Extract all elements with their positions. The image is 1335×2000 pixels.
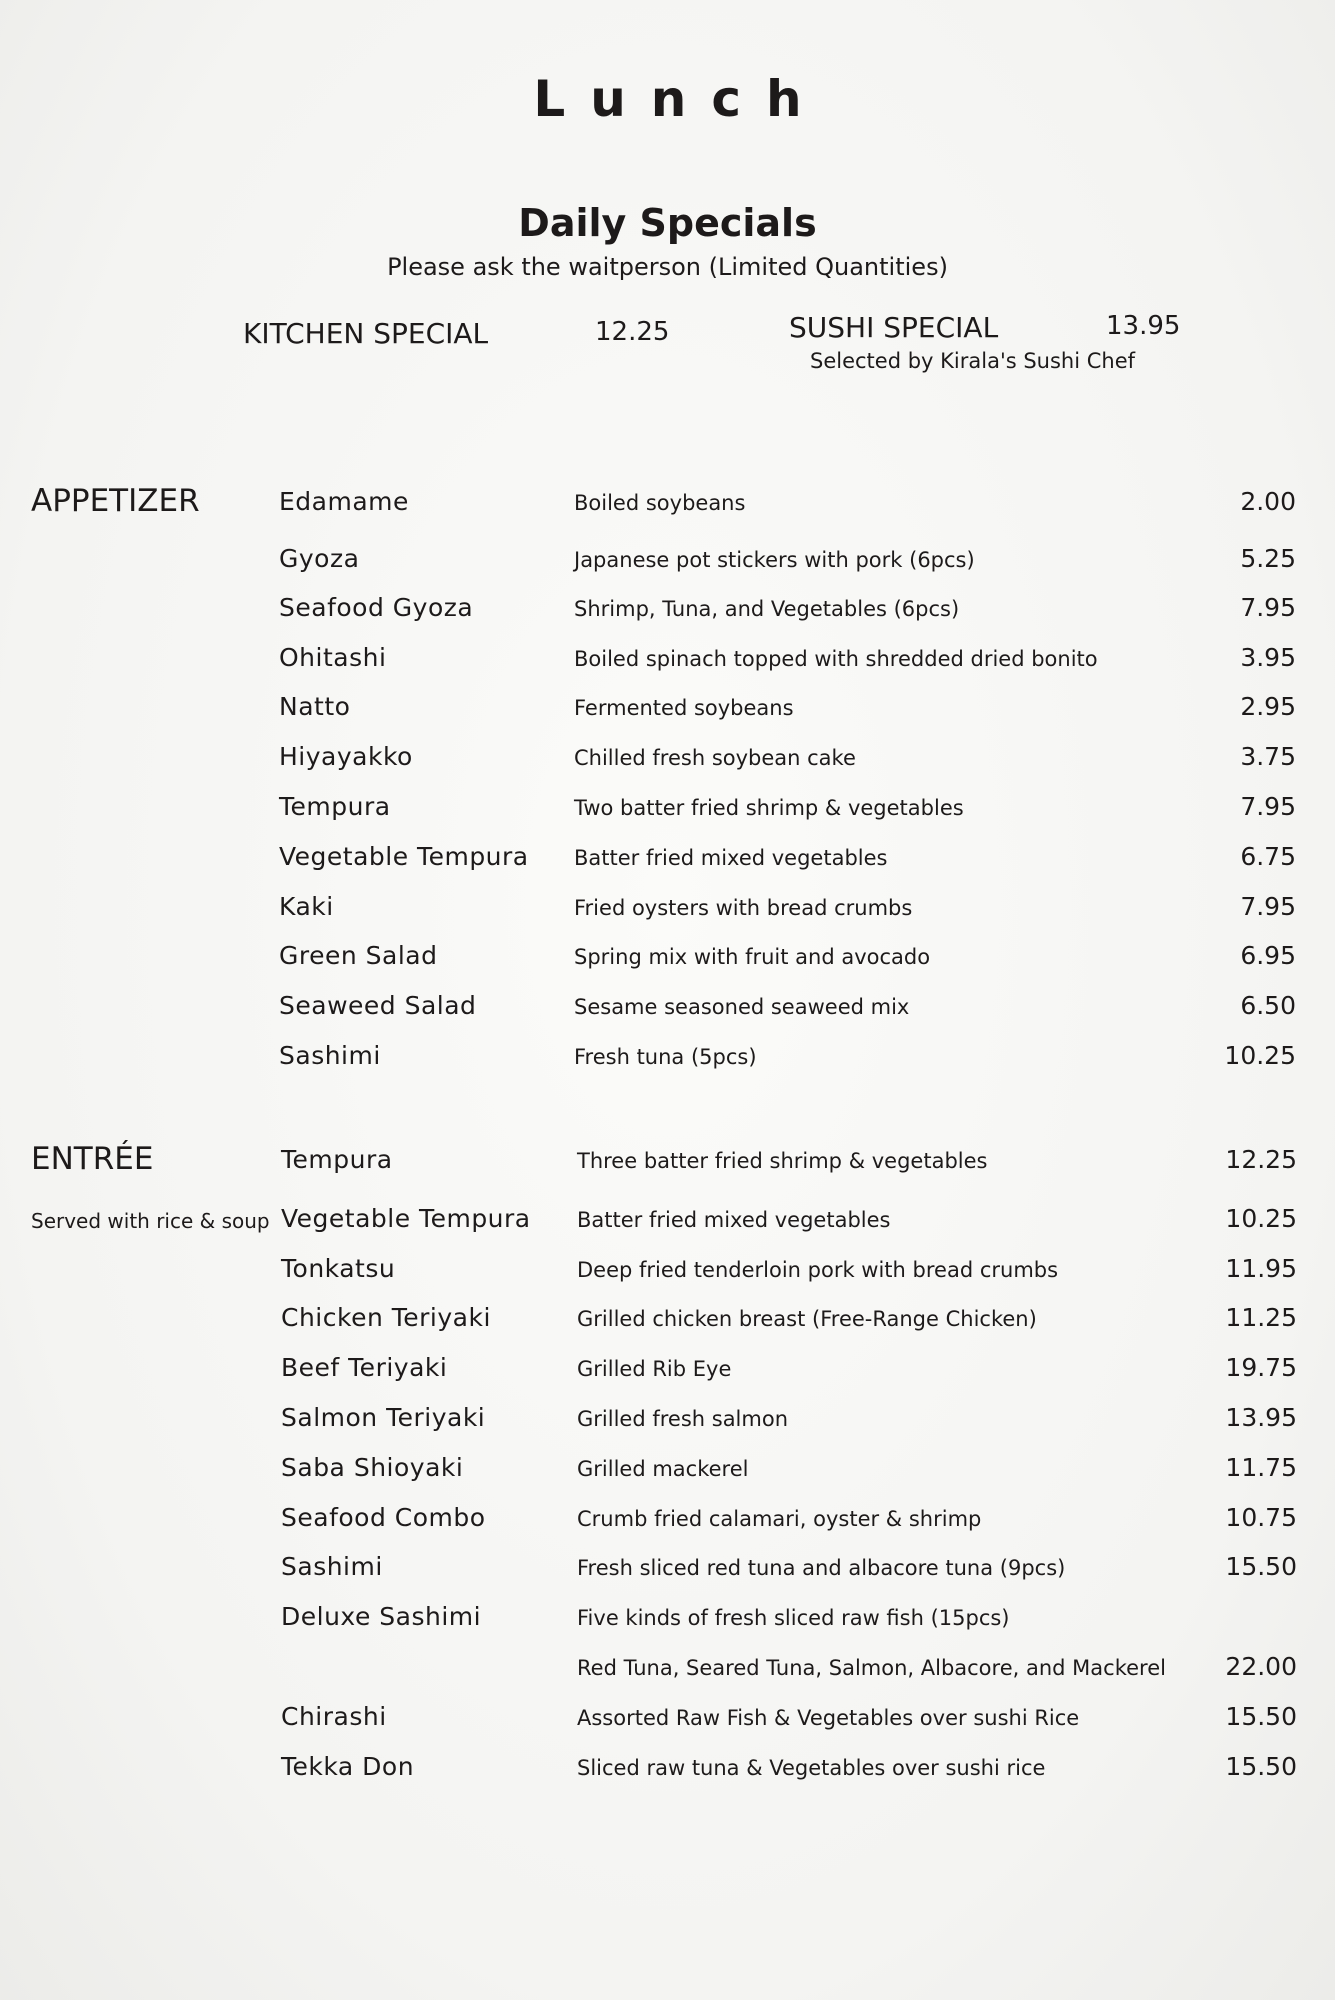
entree-item-name: Tekka Don xyxy=(281,1752,415,1781)
entree-item xyxy=(0,1254,1335,1298)
appetizer-item-description: Fried oysters with bread crumbs xyxy=(574,896,913,920)
entree-item xyxy=(0,1403,1335,1447)
appetizer-item-name: Sashimi xyxy=(279,1041,381,1070)
entree-note: Served with rice & soup xyxy=(31,1209,270,1233)
entree-item-name: Tonkatsu xyxy=(281,1254,396,1283)
appetizer-item-price: 10.25 xyxy=(1224,1041,1296,1070)
appetizer-item-description: Batter fried mixed vegetables xyxy=(574,846,888,870)
appetizer-item xyxy=(0,1041,1335,1085)
entree-item-price: 15.50 xyxy=(1225,1552,1297,1581)
appetizer-item xyxy=(0,544,1335,588)
appetizer-item xyxy=(0,941,1335,985)
appetizer-item-description: Boiled soybeans xyxy=(574,491,746,515)
appetizer-item xyxy=(0,692,1335,736)
entree-item-description: Batter fried mixed vegetables xyxy=(577,1208,891,1232)
entree-item-price: 19.75 xyxy=(1225,1353,1297,1382)
appetizer-item-price: 5.25 xyxy=(1240,544,1296,573)
entree-item-name: Tempura xyxy=(281,1145,393,1174)
appetizer-item-name: Edamame xyxy=(279,487,409,516)
entree-item-description: Grilled mackerel xyxy=(577,1457,749,1481)
entree-heading: ENTRÉE xyxy=(31,1141,154,1177)
entree-item-description: Grilled chicken breast (Free-Range Chicken) xyxy=(577,1307,1037,1331)
sushi-special-label: SUSHI SPECIAL xyxy=(789,311,999,344)
entree-item-price: 11.25 xyxy=(1225,1303,1297,1332)
appetizer-item-price: 7.95 xyxy=(1240,593,1296,622)
kitchen-special-price: 12.25 xyxy=(595,317,670,347)
daily-specials-heading: Daily Specials xyxy=(518,201,817,245)
sushi-special-price: 13.95 xyxy=(1106,311,1181,341)
appetizer-item-description: Two batter fried shrimp & vegetables xyxy=(574,796,964,820)
entree-item-description: Three batter fried shrimp & vegetables xyxy=(577,1149,988,1173)
appetizer-item-name: Tempura xyxy=(279,792,391,821)
entree-item-price: 13.95 xyxy=(1225,1403,1297,1432)
appetizer-item-description: Chilled fresh soybean cake xyxy=(574,746,856,770)
kitchen-special-label: KITCHEN SPECIAL xyxy=(243,317,489,350)
appetizer-item-price: 7.95 xyxy=(1240,892,1296,921)
entree-item-name: Deluxe Sashimi xyxy=(281,1602,482,1631)
entree-item-name: Chicken Teriyaki xyxy=(281,1303,491,1332)
entree-item-description: Grilled Rib Eye xyxy=(577,1357,732,1381)
appetizer-item-description: Japanese pot stickers with pork (6pcs) xyxy=(574,548,975,572)
appetizer-item xyxy=(0,742,1335,786)
daily-specials-note: Please ask the waitperson (Limited Quantities) xyxy=(387,253,948,281)
appetizer-item-price: 3.95 xyxy=(1240,643,1296,672)
appetizer-item-price: 6.75 xyxy=(1240,842,1296,871)
appetizer-item-description: Fresh tuna (5pcs) xyxy=(574,1045,757,1069)
appetizer-item-name: Natto xyxy=(279,692,351,721)
entree-item-name: Chirashi xyxy=(281,1702,387,1731)
entree-item-price: 10.25 xyxy=(1225,1204,1297,1233)
entree-item-name: Seafood Combo xyxy=(281,1503,486,1532)
appetizer-item xyxy=(0,643,1335,687)
appetizer-item-description: Sesame seasoned seaweed mix xyxy=(574,995,910,1019)
appetizer-item-name: Gyoza xyxy=(279,544,360,573)
entree-item xyxy=(0,1602,1335,1646)
entree-item xyxy=(0,1702,1335,1746)
entree-item-description: Grilled fresh salmon xyxy=(577,1407,789,1431)
appetizer-item-name: Seafood Gyoza xyxy=(279,593,474,622)
entree-item-description: Five kinds of fresh sliced raw fish (15pcs) xyxy=(577,1606,1010,1630)
entree-item-price: 10.75 xyxy=(1225,1503,1297,1532)
entree-item-name: Vegetable Tempura xyxy=(281,1204,531,1233)
appetizer-item-name: Kaki xyxy=(279,892,334,921)
entree-item xyxy=(0,1552,1335,1596)
appetizer-item-description: Spring mix with fruit and avocado xyxy=(574,945,931,969)
entree-item xyxy=(0,1204,1335,1248)
entree-item-name: Saba Shioyaki xyxy=(281,1453,464,1482)
entree-item-price: 15.50 xyxy=(1225,1702,1297,1731)
appetizer-item xyxy=(0,991,1335,1035)
appetizer-item-price: 6.95 xyxy=(1240,941,1296,970)
entree-item-price: 15.50 xyxy=(1225,1752,1297,1781)
entree-item xyxy=(0,1353,1335,1397)
appetizer-item xyxy=(0,842,1335,886)
entree-item-price: 11.95 xyxy=(1225,1254,1297,1283)
appetizer-item-price: 3.75 xyxy=(1240,742,1296,771)
entree-item xyxy=(0,1453,1335,1497)
sushi-special-note: Selected by Kirala's Sushi Chef xyxy=(810,349,1136,373)
entree-item-price: 12.25 xyxy=(1225,1145,1297,1174)
appetizer-item xyxy=(0,487,1335,531)
entree-item xyxy=(0,1652,1335,1696)
entree-item-description: Crumb fried calamari, oyster & shrimp xyxy=(577,1507,982,1531)
appetizer-item-name: Hiyayakko xyxy=(279,742,413,771)
appetizer-item-name: Seaweed Salad xyxy=(279,991,477,1020)
entree-item-name: Salmon Teriyaki xyxy=(281,1403,486,1432)
appetizer-item-name: Ohitashi xyxy=(279,643,387,672)
entree-item xyxy=(0,1752,1335,1796)
entree-item-description: Deep fried tenderloin pork with bread crumbs xyxy=(577,1258,1059,1282)
appetizer-item-description: Shrimp, Tuna, and Vegetables (6pcs) xyxy=(574,597,960,621)
appetizer-item-name: Vegetable Tempura xyxy=(279,842,529,871)
entree-item xyxy=(0,1145,1335,1189)
entree-item xyxy=(0,1503,1335,1547)
appetizer-item xyxy=(0,892,1335,936)
appetizer-item-description: Fermented soybeans xyxy=(574,696,794,720)
appetizer-item-name: Green Salad xyxy=(279,941,438,970)
entree-item-description: Assorted Raw Fish & Vegetables over sushi Rice xyxy=(577,1706,1080,1730)
appetizer-item-price: 2.95 xyxy=(1240,692,1296,721)
entree-item xyxy=(0,1303,1335,1347)
appetizer-item-price: 2.00 xyxy=(1240,487,1296,516)
entree-item-description: Red Tuna, Seared Tuna, Salmon, Albacore, and Mackerel xyxy=(577,1656,1166,1680)
appetizer-item xyxy=(0,792,1335,836)
appetizer-heading: APPETIZER xyxy=(31,483,200,519)
appetizer-item xyxy=(0,593,1335,637)
entree-item-name: Beef Teriyaki xyxy=(281,1353,448,1382)
entree-item-name: Sashimi xyxy=(281,1552,383,1581)
appetizer-item-price: 6.50 xyxy=(1240,991,1296,1020)
entree-item-price: 11.75 xyxy=(1225,1453,1297,1482)
entree-item-description: Fresh sliced red tuna and albacore tuna (9pcs) xyxy=(577,1556,1066,1580)
appetizer-item-price: 7.95 xyxy=(1240,792,1296,821)
appetizer-item-description: Boiled spinach topped with shredded dried bonito xyxy=(574,647,1098,671)
entree-item-description: Sliced raw tuna & Vegetables over sushi rice xyxy=(577,1756,1046,1780)
entree-item-price: 22.00 xyxy=(1225,1652,1297,1681)
page-title: Lunch xyxy=(533,70,827,128)
